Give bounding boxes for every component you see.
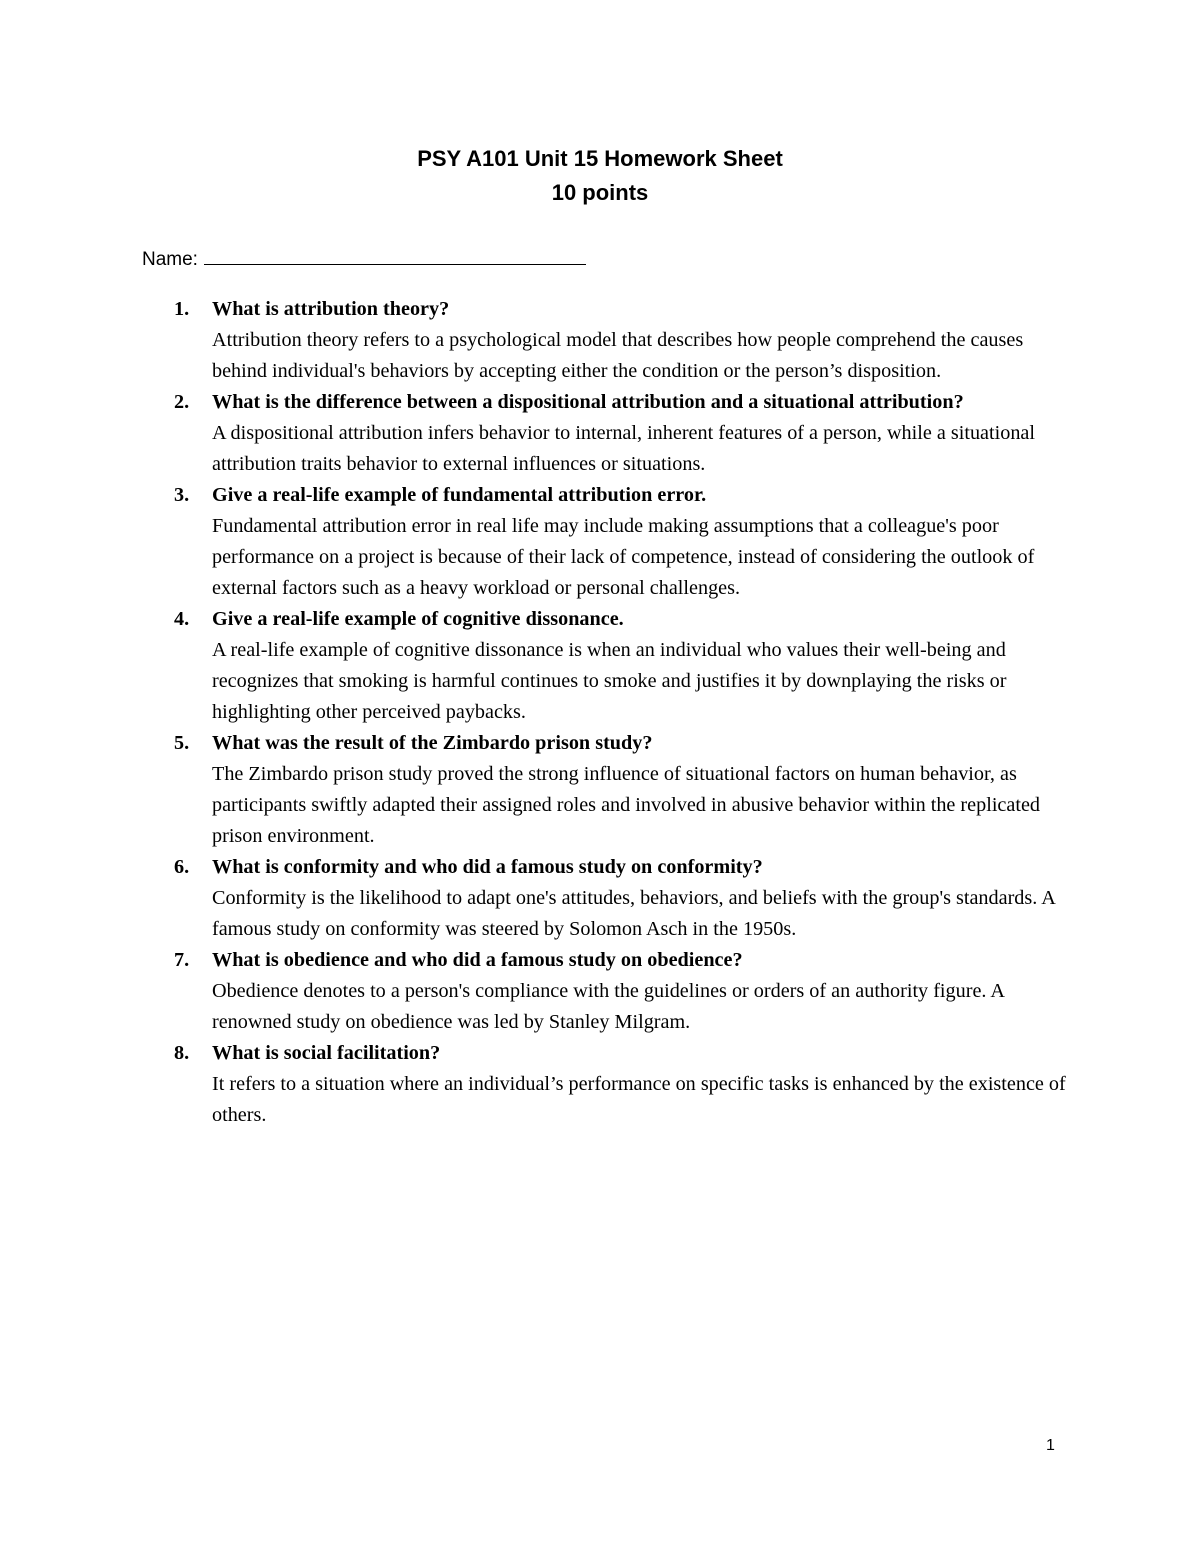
question-item [174, 945, 1072, 1038]
question-number: 7. [174, 949, 190, 971]
question-number: 4. [174, 608, 190, 630]
question-number: 5. [174, 732, 190, 754]
answer-text: Attribution theory refers to a psychological model that describes how people comprehend the causes behind individual's behaviors by accepting either the condition or the person’s disposition. [212, 329, 1024, 382]
question-item [174, 387, 1072, 480]
title-block [0, 142, 1200, 210]
page-title: PSY A101 Unit 15 Homework Sheet [417, 146, 783, 171]
question-item [174, 294, 1072, 387]
answer-text: A dispositional attribution infers behavior to internal, inherent features of a person, while a situational attribution traits behavior to external influences or situations. [212, 422, 1035, 475]
answer-text: A real-life example of cognitive dissonance is when an individual who values their well-being and recognizes that smoking is harmful continues to smoke and justifies it by downplaying the risks or highlighting other perceived paybacks. [212, 639, 1007, 723]
answer-text: The Zimbardo prison study proved the strong influence of situational factors on human behavior, as participants swiftly adapted their assigned roles and involved in abusive behavior within the replicated prison environment. [212, 763, 1041, 847]
question-item [174, 480, 1072, 604]
question-list [174, 294, 1072, 1131]
question-text: What is conformity and who did a famous study on conformity? [212, 856, 763, 878]
answer-text: Obedience denotes to a person's compliance with the guidelines or orders of an authority figure. A renowned study on obedience was led by Stanley Milgram. [212, 980, 1004, 1033]
question-item [174, 852, 1072, 945]
question-text: Give a real-life example of cognitive dissonance. [212, 608, 624, 630]
question-text: What is attribution theory? [212, 298, 450, 320]
name-label: Name: [142, 249, 198, 270]
answer-text: Conformity is the likelihood to adapt one's attitudes, behaviors, and beliefs with the group's standards. A famous study on conformity was steered by Solomon Asch in the 1950s. [212, 887, 1055, 940]
points-label: 10 points [551, 180, 649, 205]
question-item [174, 1038, 1072, 1131]
question-text: What is the difference between a dispositional attribution and a situational attribution? [212, 391, 964, 413]
question-number: 6. [174, 856, 190, 878]
question-text: What was the result of the Zimbardo prison study? [212, 732, 653, 754]
question-number: 1. [174, 298, 190, 320]
question-item [174, 728, 1072, 852]
answer-text: It refers to a situation where an individual’s performance on specific tasks is enhanced by the existence of others. [212, 1073, 1066, 1126]
question-number: 8. [174, 1042, 190, 1064]
question-number: 3. [174, 484, 190, 506]
page-number: 1 [1046, 1437, 1055, 1454]
name-field-row [142, 244, 586, 275]
question-text: What is social facilitation? [212, 1042, 441, 1064]
answer-text: Fundamental attribution error in real life may include making assumptions that a colleague's poor performance on a project is because of their lack of competence, instead of considering the outlook of external factors such as a heavy workload or personal challenges. [212, 515, 1035, 599]
name-blank-line[interactable] [204, 244, 586, 265]
question-text: Give a real-life example of fundamental attribution error. [212, 484, 707, 506]
question-number: 2. [174, 391, 190, 413]
question-text: What is obedience and who did a famous study on obedience? [212, 949, 743, 971]
question-item [174, 604, 1072, 728]
